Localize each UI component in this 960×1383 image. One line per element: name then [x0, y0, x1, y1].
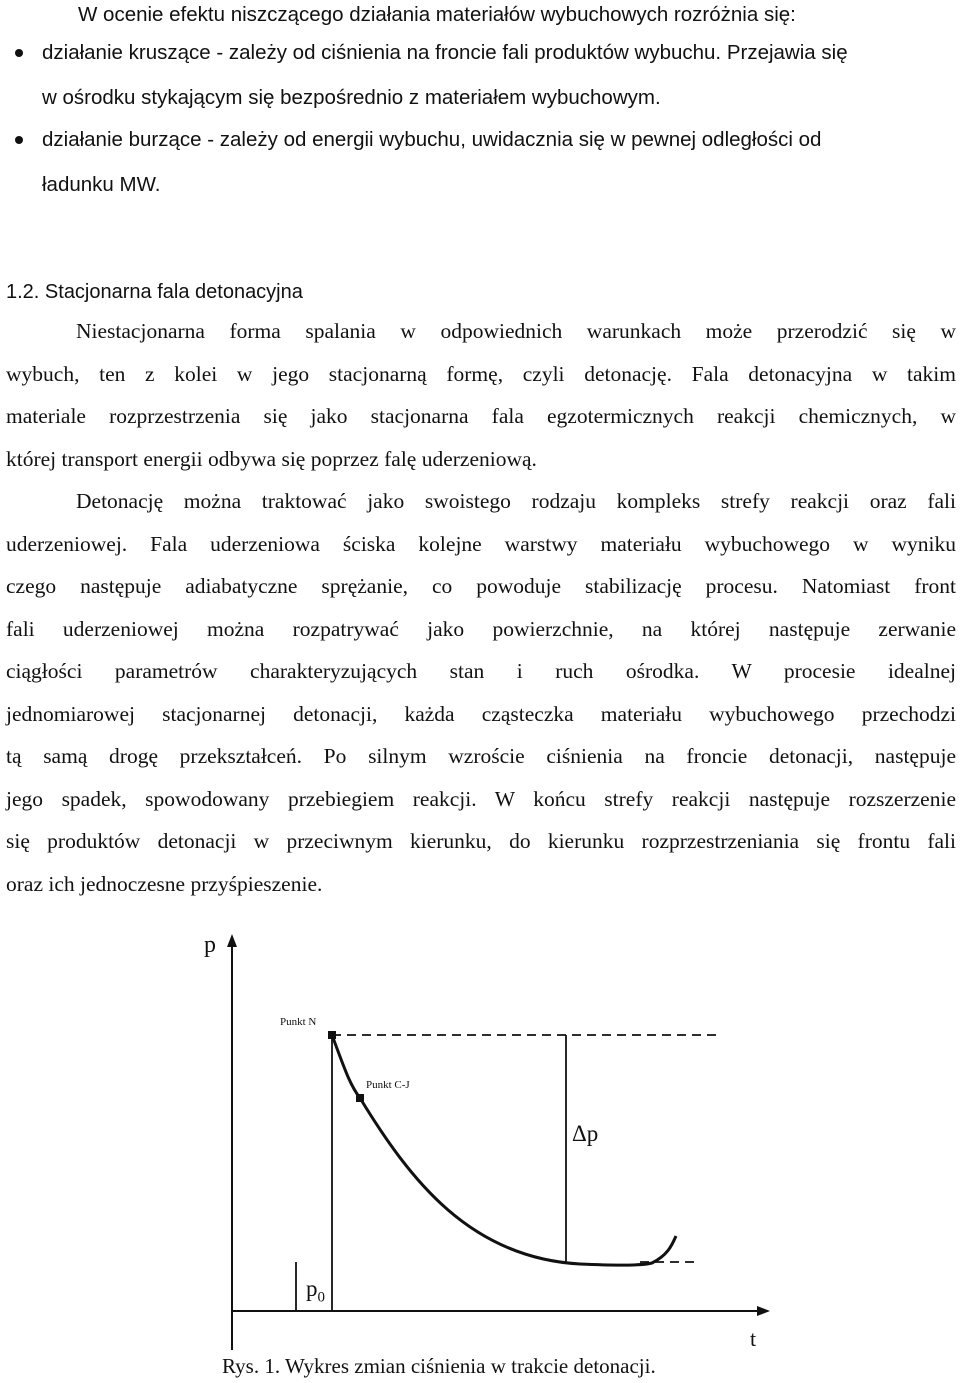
body-line: wybuch, ten z kolei w jego stacjonarną formę, czyli detonację. Fala detonacyjna w takim [6, 362, 956, 386]
body-line: materiale rozprzestrzenia się jako stacjonarna fala egzotermicznych reakcji chemicznych, w [6, 404, 956, 428]
body-line: czego następuje adiabatyczne sprężanie, co powoduje stabilizację procesu. Natomiast front [6, 574, 956, 598]
body-line: oraz ich jednoczesne przyśpieszenie. [6, 872, 323, 896]
pressure-curve [332, 1035, 676, 1265]
body-line: której transport energii odbywa się poprzez falę uderzeniową. [6, 447, 537, 471]
p0-base: p [306, 1276, 318, 1301]
body-line: jednomiarowej stacjonarnej detonacji, każda cząsteczka materiału wybuchowego przechodzi [6, 702, 956, 726]
body-line: tą samą drogę przekształceń. Po silnym wzroście ciśnienia na froncie detonacji, następuje [6, 744, 956, 768]
body-line: fali uderzeniowej można rozpatrywać jako powierzchnie, na której następuje zerwanie [6, 617, 956, 641]
p0-label [306, 1276, 325, 1307]
bullet-2-line-2: ładunku MW. [42, 173, 161, 196]
y-axis-label: p [204, 932, 216, 958]
body-line: uderzeniowej. Fala uderzeniowa ściska kolejne warstwy materiału wybuchowego w wyniku [6, 532, 956, 556]
body-line: ciągłości parametrów charakteryzujących stan i ruch ośrodka. W procesie idealnej [6, 659, 956, 683]
punkt-n-label: Punkt N [280, 1016, 317, 1028]
x-axis-label: t [750, 1326, 757, 1351]
x-axis-arrow-icon [757, 1306, 770, 1316]
bullet-2-line-1: działanie burzące - zależy od energii wybuchu, uwidacznia się w pewnej odległości od [42, 128, 822, 151]
figure-caption: Rys. 1. Wykres zmian ciśnienia w trakcie detonacji. [222, 1354, 656, 1378]
punkt-cj-marker [356, 1094, 364, 1102]
p0-subscript: 0 [317, 1289, 325, 1306]
bullet-1-line-1: działanie kruszące - zależy od ciśnienia na froncie fali produktów wybuchu. Przejawia się [42, 41, 848, 64]
body-line: Niestacjonarna forma spalania w odpowiednich warunkach może przerodzić się w [76, 319, 956, 343]
body-line: Detonację można traktować jako swoistego rodzaju kompleks strefy reakcji oraz fali [76, 489, 956, 513]
punkt-cj-label: Punkt C-J [366, 1079, 410, 1091]
punkt-n-marker [328, 1031, 336, 1039]
section-title: 1.2. Stacjonarna fala detonacyjna [6, 281, 303, 303]
delta-p-label: Δp [572, 1121, 599, 1146]
y-axis-arrow-icon [227, 934, 237, 947]
body-line: jego spadek, spowodowany przebiegiem reakcji. W końcu strefy reakcji następuje rozszerzenie [6, 787, 956, 811]
intro-heading: W ocenie efektu niszczącego działania materiałów wybuchowych rozróżnia się: [78, 3, 796, 26]
body-line: się produktów detonacji w przeciwnym kierunku, do kierunku rozprzestrzeniania się frontu fali [6, 829, 956, 853]
bullet-1-line-2: w ośrodku stykającym się bezpośrednio z materiałem wybuchowym. [42, 86, 661, 109]
